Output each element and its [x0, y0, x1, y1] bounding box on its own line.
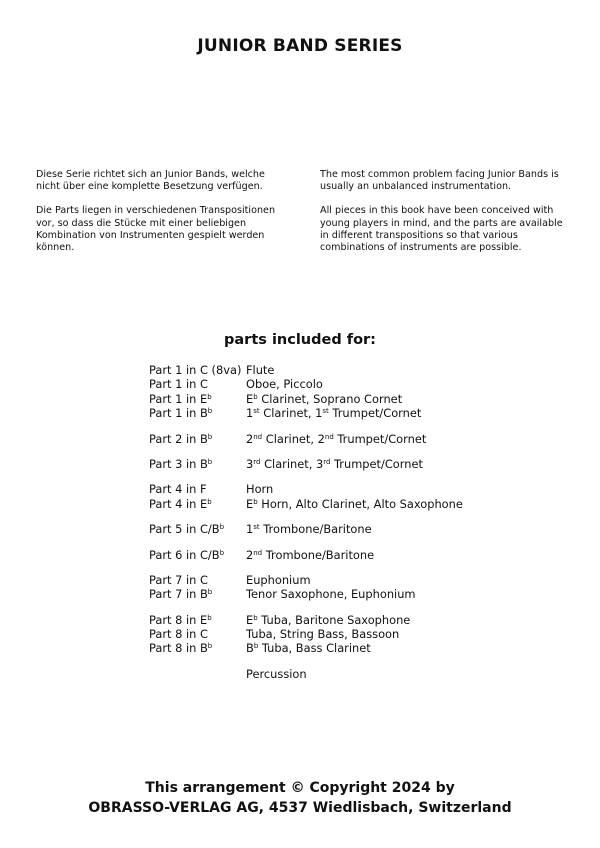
part-instruments: 2nd Clarinet, 2nd Trumpet/Cornet	[246, 431, 427, 446]
part-row	[149, 627, 463, 641]
part-label: Part 1 in C (8va)	[149, 363, 242, 377]
part-label: Part 2 in $B^b$	[149, 431, 213, 446]
part-row	[149, 377, 463, 391]
parts-group	[149, 548, 463, 562]
parts-group	[149, 363, 463, 421]
part-label	[149, 667, 246, 681]
part-instruments: Oboe, Piccolo	[246, 377, 323, 392]
part-label: Part 6 in $C/B^b$	[149, 547, 225, 562]
part-label: Part 8 in $E^b$	[149, 612, 212, 627]
part-instruments: Tuba, String Bass, Bassoon	[246, 627, 400, 642]
parts-list	[149, 363, 463, 692]
page-title: JUNIOR BAND SERIES	[197, 36, 403, 56]
part-label: Part 8 in $B^b$	[149, 641, 213, 656]
part-instruments: 1st Trombone/Baritone	[246, 522, 372, 537]
part-row	[149, 497, 463, 511]
parts-group	[149, 522, 463, 536]
part-row	[149, 548, 463, 562]
part-row	[149, 522, 463, 536]
parts-group	[149, 667, 463, 681]
part-instruments: 1st Clarinet, 1st Trumpet/Cornet	[246, 406, 422, 421]
intro-english-paragraph: The most common problem facing Junior Bands is usually an unbalanced instrumentation.	[320, 169, 559, 193]
part-label: Part 4 in $E^b$	[149, 496, 212, 511]
part-label: Part 7 in $B^b$	[149, 587, 213, 602]
parts-heading: parts included for:	[224, 332, 376, 348]
intro-german	[36, 169, 284, 266]
part-instruments: $E^b$ Clarinet, Soprano Cornet	[246, 391, 403, 406]
parts-group	[149, 457, 463, 471]
part-row	[149, 432, 463, 446]
part-row	[149, 573, 463, 587]
part-instruments: $E^b$ Tuba, Baritone Saxophone	[246, 612, 411, 627]
part-instruments: Percussion	[246, 666, 307, 681]
part-instruments: 3rd Clarinet, 3rd Trumpet/Cornet	[246, 456, 423, 471]
part-instruments: Flute	[246, 363, 275, 377]
intro-english-paragraph: All pieces in this book have been conceived with young players in mind, and the parts are available in different transpositions so that various combinations of instruments are possible.	[320, 205, 563, 254]
part-row	[149, 641, 463, 655]
parts-group	[149, 482, 463, 511]
copyright-footer	[0, 778, 600, 818]
part-label: Part 7 in C	[149, 572, 208, 587]
part-instruments: $E^b$ Horn, Alto Clarinet, Alto Saxophone	[246, 496, 463, 511]
part-row	[149, 482, 463, 496]
parts-group	[149, 613, 463, 656]
intro-english	[320, 169, 568, 266]
part-instruments: $B^b$ Tuba, Bass Clarinet	[246, 641, 371, 656]
parts-group	[149, 432, 463, 446]
part-label: Part 1 in C	[149, 377, 208, 392]
part-label: Part 1 in $B^b$	[149, 406, 213, 421]
part-instruments: Tenor Saxophone, Euphonium	[246, 587, 416, 602]
intro-german-paragraph: Die Parts liegen in verschiedenen Transpositionen vor, so dass die Stücke mit einer beliebigen Kombination von Instrumenten gespielt werden können.	[36, 205, 276, 254]
intro-german-paragraph: Diese Serie richtet sich an Junior Bands, welche nicht über eine komplette Besetzung verfügen.	[36, 169, 265, 193]
part-label: Part 3 in $B^b$	[149, 456, 213, 471]
part-instruments: Horn	[246, 482, 274, 497]
part-label: Part 8 in C	[149, 627, 208, 642]
parts-group	[149, 573, 463, 602]
part-row	[149, 392, 463, 406]
part-row	[149, 587, 463, 601]
part-instruments: Euphonium	[246, 572, 311, 587]
part-row	[149, 667, 463, 681]
part-row	[149, 457, 463, 471]
part-label: Part 1 in $E^b$	[149, 391, 212, 406]
part-row	[149, 363, 463, 377]
part-instruments: 2nd Trombone/Baritone	[246, 547, 375, 562]
publisher-line: OBRASSO-VERLAG AG, 4537 Wiedlisbach, Switzerland	[88, 800, 512, 816]
copyright-line: This arrangement © Copyright 2024 by	[145, 780, 455, 796]
part-label: Part 5 in $C/B^b$	[149, 522, 225, 537]
part-row	[149, 613, 463, 627]
part-label: Part 4 in F	[149, 482, 207, 497]
part-row	[149, 406, 463, 420]
